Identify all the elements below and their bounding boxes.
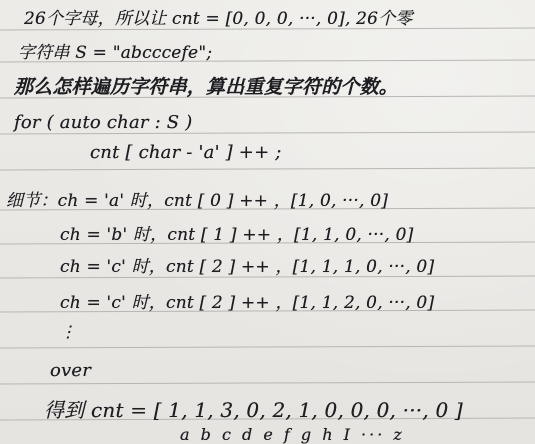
note-line-letter-labels: a b c d e f g h I ··· z [180, 425, 405, 444]
note-line-26-letters: 26个字母，所以让 cnt = [0, 0, 0, ···, 0], 26个零 [24, 9, 413, 29]
note-line-increment: cnt [ char - 'a' ] ++ ; [90, 142, 282, 163]
note-line-over: over [50, 360, 92, 381]
rule-line [0, 168, 535, 170]
note-line-detail-b: ch = 'b' 时，cnt [ 1 ] ++ ，[1, 1, 0, ···, 0] [60, 225, 414, 245]
note-line-question: 那么怎样遍历字符串，算出重复字符的个数。 [14, 76, 399, 98]
note-line-ellipsis: ⋮ [60, 322, 77, 341]
rule-line [0, 346, 535, 348]
note-line-for-loop: for ( auto char : S ) [14, 112, 193, 133]
note-line-detail-c1: ch = 'c' 时，cnt [ 2 ] ++ ，[1, 1, 1, 0, ···, 0] [60, 257, 435, 277]
note-line-detail-c2: ch = 'c' 时，cnt [ 2 ] ++ ，[1, 1, 2, 0, ···, 0] [60, 293, 435, 313]
note-line-string-s: 字符串 S = "abcccefe"; [18, 43, 213, 63]
rule-line [0, 382, 535, 384]
note-line-result: 得到 cnt = [ 1, 1, 3, 0, 2, 1, 0, 0, 0, ···, 0 ] [44, 398, 463, 422]
note-line-detail-a: 细节：ch = 'a' 时，cnt [ 0 ] ++ ，[1, 0, ···, 0] [6, 191, 389, 211]
